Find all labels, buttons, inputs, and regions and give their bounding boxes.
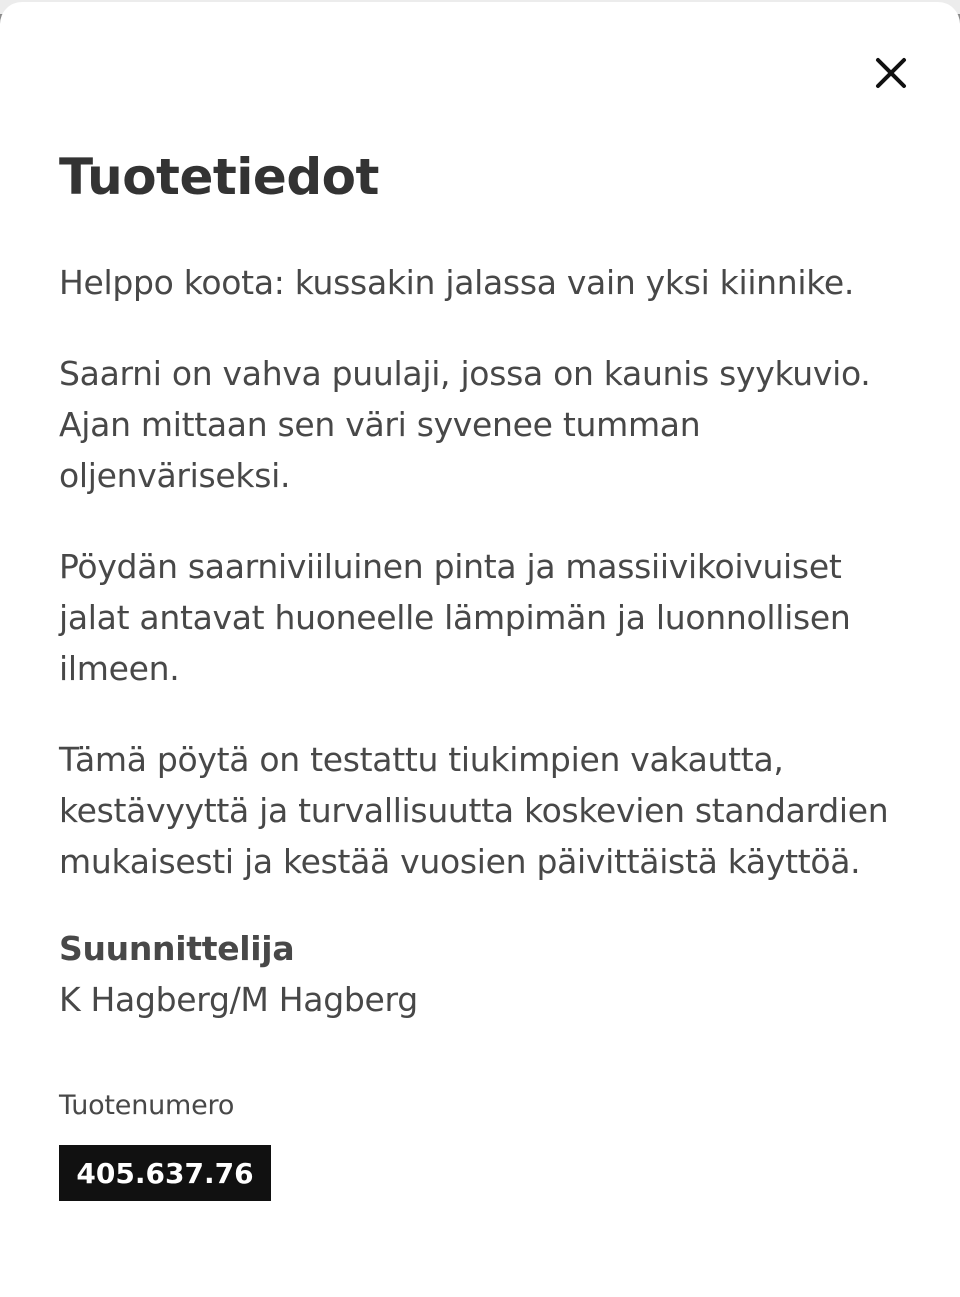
product-number-badge <box>59 1145 271 1201</box>
description-paragraph: Helppo koota: kussakin jalassa vain yksi kiinnike. <box>59 263 855 302</box>
product-number-value: 405.637.76 <box>76 1156 254 1190</box>
designer-heading: Suunnittelija <box>59 929 295 968</box>
designer-name: K Hagberg/M Hagberg <box>59 980 418 1019</box>
close-icon <box>874 56 908 90</box>
dialog-title: Tuotetiedot <box>59 148 379 206</box>
product-info-dialog <box>0 2 960 1297</box>
product-number-label: Tuotenumero <box>59 1090 235 1121</box>
close-button[interactable] <box>866 48 916 98</box>
description-paragraph: Tämä pöytä on testattu tiukimpien vakautta, kestävyyttä ja turvallisuutta koskevien standardien mukaisesti ja kestää vuosien päivittäistä käyttöä. <box>59 740 889 881</box>
description-paragraph: Saarni on vahva puulaji, jossa on kaunis syykuvio. Ajan mittaan sen väri syvenee tumman oljenväriseksi. <box>59 354 871 495</box>
description-paragraph: Pöydän saarniviiluinen pinta ja massiivikoivuiset jalat antavat huoneelle lämpimän ja luonnollisen ilmeen. <box>59 547 851 688</box>
